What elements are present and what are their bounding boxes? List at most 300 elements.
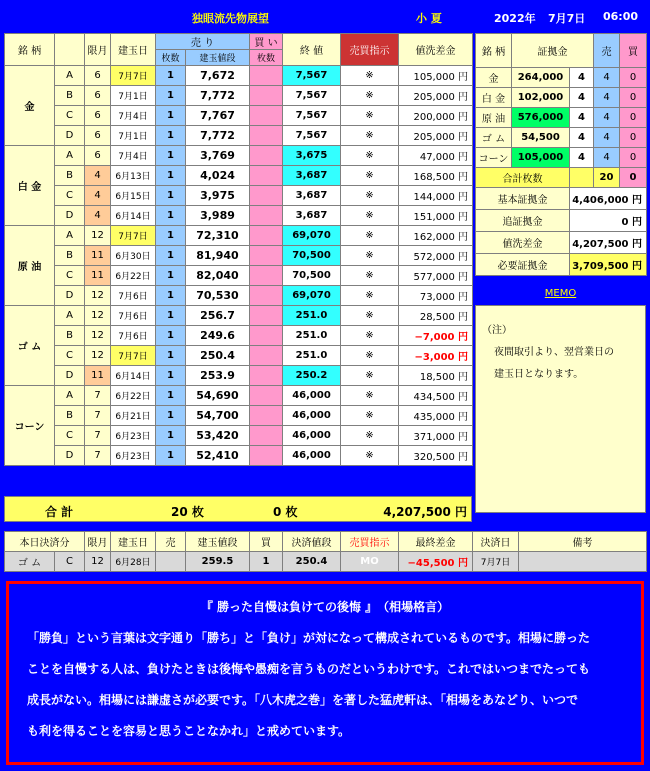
margin-brand: 金 xyxy=(476,68,512,88)
close-price: 251.0 xyxy=(283,346,341,366)
instruction: ※ xyxy=(341,326,399,346)
page-title: 独眼流先物展望 xyxy=(192,12,269,25)
instruction: ※ xyxy=(341,226,399,246)
contract-id: B xyxy=(55,326,85,346)
col-sell: 売 り xyxy=(156,34,250,50)
entry-date: 6月14日 xyxy=(111,366,156,386)
table-row xyxy=(5,326,473,346)
entry-date: 6月21日 xyxy=(111,406,156,426)
table-row xyxy=(5,166,473,186)
close-price: 250.2 xyxy=(283,366,341,386)
table-row xyxy=(5,426,473,446)
entry-price: 53,420 xyxy=(186,426,250,446)
st-col-price: 建玉値段 xyxy=(186,532,250,552)
table-row xyxy=(5,386,473,406)
count-buy: 0 xyxy=(620,168,647,188)
entry-date: 7月1日 xyxy=(111,86,156,106)
contract-id: C xyxy=(55,266,85,286)
contract-id: A xyxy=(55,146,85,166)
summary-value: 0 円 xyxy=(570,210,647,232)
sell-count: 1 xyxy=(156,186,186,206)
st-brand: ゴ ム xyxy=(5,552,55,572)
contract-id: A xyxy=(55,386,85,406)
col-close: 終 値 xyxy=(283,34,341,66)
margin-sell: 4 xyxy=(594,68,620,88)
entry-price: 7,767 xyxy=(186,106,250,126)
contract-id: B xyxy=(55,166,85,186)
diff-value: 162,000 円 xyxy=(399,226,473,246)
sell-count: 1 xyxy=(156,346,186,366)
count-sell: 20 xyxy=(594,168,620,188)
margin-value: 576,000 xyxy=(512,108,570,128)
buy-count xyxy=(250,286,283,306)
entry-price: 54,700 xyxy=(186,406,250,426)
margin-count: 4 xyxy=(570,128,594,148)
sell-count: 1 xyxy=(156,306,186,326)
sell-count: 1 xyxy=(156,206,186,226)
month: 12 xyxy=(85,326,111,346)
st-price: 259.5 xyxy=(186,552,250,572)
contract-id: C xyxy=(55,346,85,366)
instruction: ※ xyxy=(341,86,399,106)
time-label: 06:00 xyxy=(603,10,639,23)
proverb-title: 『 勝った自慢は負けての後悔 』 （相場格言） xyxy=(200,600,450,614)
diff-value: 47,000 円 xyxy=(399,146,473,166)
instruction: ※ xyxy=(341,206,399,226)
diff-value: 144,000 円 xyxy=(399,186,473,206)
entry-price: 253.9 xyxy=(186,366,250,386)
year-label: 2022年 xyxy=(494,12,536,25)
st-instruction: MO xyxy=(341,552,399,572)
buy-count xyxy=(250,106,283,126)
sell-count: 1 xyxy=(156,326,186,346)
margin-sell: 4 xyxy=(594,128,620,148)
month: 12 xyxy=(85,346,111,366)
margin-sell: 4 xyxy=(594,108,620,128)
diff-value: 434,500 円 xyxy=(399,386,473,406)
margin-sell: 4 xyxy=(594,88,620,108)
st-col-close: 決済値段 xyxy=(283,532,341,552)
entry-date: 7月1日 xyxy=(111,126,156,146)
season-label: 小 夏 xyxy=(416,12,442,25)
margin-brand: ゴ ム xyxy=(476,128,512,148)
close-price: 3,687 xyxy=(283,166,341,186)
instruction: ※ xyxy=(341,146,399,166)
sell-count: 1 xyxy=(156,86,186,106)
diff-value: 435,000 円 xyxy=(399,406,473,426)
month: 4 xyxy=(85,166,111,186)
summary-label: 値洗差金 xyxy=(476,232,570,254)
margin-row xyxy=(476,128,647,148)
entry-date: 6月22日 xyxy=(111,266,156,286)
margin-buy: 0 xyxy=(620,148,647,168)
st-col-month: 限月 xyxy=(85,532,111,552)
proverb-line: 成長がない。相場には謙虚さが必要です。「八木虎之巻」を著した猛虎軒は、「相場をあなどり、いつで xyxy=(27,693,579,707)
buy-count xyxy=(250,346,283,366)
contract-id: A xyxy=(55,226,85,246)
buy-count xyxy=(250,266,283,286)
diff-value: 105,000 円 xyxy=(399,66,473,86)
rp-col-margin: 証拠金 xyxy=(512,34,594,68)
entry-price: 249.6 xyxy=(186,326,250,346)
table-row xyxy=(5,346,473,366)
sell-count: 1 xyxy=(156,106,186,126)
st-col-buy: 買 xyxy=(250,532,283,552)
sell-count: 1 xyxy=(156,406,186,426)
positions-table xyxy=(4,33,473,466)
sell-count: 1 xyxy=(156,286,186,306)
memo-box xyxy=(475,305,646,513)
summary-label: 必要証拠金 xyxy=(476,254,570,276)
summary-value: 3,709,500 円 xyxy=(570,254,647,276)
diff-value: 28,500 円 xyxy=(399,306,473,326)
buy-count xyxy=(250,66,283,86)
entry-price: 82,040 xyxy=(186,266,250,286)
month: 11 xyxy=(85,246,111,266)
table-row xyxy=(5,186,473,206)
table-row xyxy=(5,146,473,166)
entry-price: 81,940 xyxy=(186,246,250,266)
diff-value: −7,000 円 xyxy=(399,326,473,346)
sell-count: 1 xyxy=(156,266,186,286)
buy-count xyxy=(250,426,283,446)
margin-brand: コーン xyxy=(476,148,512,168)
st-close: 250.4 xyxy=(283,552,341,572)
st-diff: −45,500 円 xyxy=(399,552,473,572)
month: 12 xyxy=(85,226,111,246)
month: 6 xyxy=(85,86,111,106)
rp-col-buy: 買 xyxy=(620,34,647,68)
st-col-instruction: 売買指示 xyxy=(341,532,399,552)
buy-count xyxy=(250,206,283,226)
summary-row xyxy=(476,210,647,232)
instruction: ※ xyxy=(341,166,399,186)
st-sub: C xyxy=(55,552,85,572)
table-row xyxy=(5,246,473,266)
st-col-date: 建玉日 xyxy=(111,532,156,552)
col-sub xyxy=(55,34,85,66)
margin-value: 105,000 xyxy=(512,148,570,168)
instruction: ※ xyxy=(341,386,399,406)
instruction: ※ xyxy=(341,106,399,126)
table-row xyxy=(5,86,473,106)
margin-brand: 白 金 xyxy=(476,88,512,108)
close-price: 46,000 xyxy=(283,426,341,446)
summary-value: 4,207,500 円 xyxy=(570,232,647,254)
st-col-today: 本日決済分 xyxy=(5,532,85,552)
brand-name: 原 油 xyxy=(5,226,55,306)
st-col-settle-date: 決済日 xyxy=(473,532,519,552)
sell-count: 1 xyxy=(156,366,186,386)
margin-table xyxy=(475,33,647,276)
close-price: 3,687 xyxy=(283,206,341,226)
sell-count: 1 xyxy=(156,386,186,406)
close-price: 70,500 xyxy=(283,246,341,266)
diff-value: −3,000 円 xyxy=(399,346,473,366)
diff-value: 371,000 円 xyxy=(399,426,473,446)
month: 7 xyxy=(85,446,111,466)
contract-id: D xyxy=(55,206,85,226)
entry-price: 7,772 xyxy=(186,126,250,146)
st-month: 12 xyxy=(85,552,111,572)
sell-count: 1 xyxy=(156,446,186,466)
month: 4 xyxy=(85,186,111,206)
buy-count xyxy=(250,386,283,406)
month: 11 xyxy=(85,366,111,386)
memo-title: MEMO xyxy=(475,288,646,305)
buy-count xyxy=(250,326,283,346)
entry-date: 6月13日 xyxy=(111,166,156,186)
entry-price: 256.7 xyxy=(186,306,250,326)
contract-id: B xyxy=(55,246,85,266)
proverb-line: ことを自慢する人は、負けたときは後悔や愚痴を言うものだというわけです。これではいつまでたっても xyxy=(27,662,591,676)
contract-id: A xyxy=(55,66,85,86)
summary-row xyxy=(476,188,647,210)
instruction: ※ xyxy=(341,266,399,286)
sell-count: 1 xyxy=(156,246,186,266)
col-buy: 買 い xyxy=(250,34,283,50)
sell-count: 1 xyxy=(156,126,186,146)
st-buy: 1 xyxy=(250,552,283,572)
buy-count xyxy=(250,86,283,106)
entry-date: 7月4日 xyxy=(111,106,156,126)
margin-brand: 原 油 xyxy=(476,108,512,128)
month: 11 xyxy=(85,266,111,286)
contract-id: C xyxy=(55,426,85,446)
close-price: 70,500 xyxy=(283,266,341,286)
table-row xyxy=(5,226,473,246)
instruction: ※ xyxy=(341,126,399,146)
entry-date: 7月6日 xyxy=(111,286,156,306)
brand-name: 白 金 xyxy=(5,146,55,226)
st-date: 6月28日 xyxy=(111,552,156,572)
entry-date: 7月6日 xyxy=(111,306,156,326)
col-sell-count: 枚数 xyxy=(156,50,186,66)
diff-value: 168,500 円 xyxy=(399,166,473,186)
brand-name: ゴ ム xyxy=(5,306,55,386)
proverb-box xyxy=(6,581,644,765)
entry-date: 6月15日 xyxy=(111,186,156,206)
settled-table xyxy=(4,531,647,572)
brand-name: 金 xyxy=(5,66,55,146)
count-label: 合計枚数 xyxy=(476,168,570,188)
instruction: ※ xyxy=(341,406,399,426)
memo-line: （注） xyxy=(482,325,512,336)
month: 6 xyxy=(85,66,111,86)
table-row xyxy=(5,446,473,466)
entry-date: 7月6日 xyxy=(111,326,156,346)
diff-value: 151,000 円 xyxy=(399,206,473,226)
entry-date: 6月22日 xyxy=(111,386,156,406)
st-note xyxy=(519,552,647,572)
diff-value: 200,000 円 xyxy=(399,106,473,126)
col-buy-count: 枚数 xyxy=(250,50,283,66)
margin-count: 4 xyxy=(570,68,594,88)
instruction: ※ xyxy=(341,246,399,266)
sell-count: 1 xyxy=(156,226,186,246)
diff-value: 577,000 円 xyxy=(399,266,473,286)
buy-count xyxy=(250,406,283,426)
buy-count xyxy=(250,306,283,326)
memo-line: 建玉日となります。 xyxy=(494,369,584,380)
close-price: 46,000 xyxy=(283,386,341,406)
margin-buy: 0 xyxy=(620,88,647,108)
instruction: ※ xyxy=(341,366,399,386)
col-date: 建玉日 xyxy=(111,34,156,66)
close-price: 3,687 xyxy=(283,186,341,206)
buy-count xyxy=(250,226,283,246)
col-brand: 銘 柄 xyxy=(5,34,55,66)
month: 7 xyxy=(85,406,111,426)
instruction: ※ xyxy=(341,66,399,86)
summary-row xyxy=(476,232,647,254)
entry-price: 72,310 xyxy=(186,226,250,246)
month: 6 xyxy=(85,106,111,126)
diff-value: 572,000 円 xyxy=(399,246,473,266)
diff-value: 73,000 円 xyxy=(399,286,473,306)
month: 7 xyxy=(85,426,111,446)
total-bar xyxy=(4,496,472,522)
contract-id: C xyxy=(55,186,85,206)
sell-count: 1 xyxy=(156,426,186,446)
margin-row xyxy=(476,108,647,128)
month: 12 xyxy=(85,306,111,326)
close-price: 3,675 xyxy=(283,146,341,166)
diff-value: 320,500 円 xyxy=(399,446,473,466)
total-label: 合 計 xyxy=(45,505,74,519)
margin-buy: 0 xyxy=(620,68,647,88)
summary-label: 基本証拠金 xyxy=(476,188,570,210)
margin-buy: 0 xyxy=(620,108,647,128)
entry-date: 6月14日 xyxy=(111,206,156,226)
margin-row xyxy=(476,88,647,108)
entry-date: 7月7日 xyxy=(111,346,156,366)
table-row xyxy=(5,286,473,306)
month: 6 xyxy=(85,146,111,166)
table-row xyxy=(5,266,473,286)
close-price: 69,070 xyxy=(283,286,341,306)
contract-id: B xyxy=(55,406,85,426)
proverb-line: も利を得ることを容易と思うことなかれ」と戒めています。 xyxy=(27,724,351,738)
count-spacer xyxy=(570,168,594,188)
instruction: ※ xyxy=(341,446,399,466)
buy-count xyxy=(250,166,283,186)
rp-col-sell: 売 xyxy=(594,34,620,68)
st-col-sell: 売 xyxy=(156,532,186,552)
margin-buy: 0 xyxy=(620,128,647,148)
contract-id: B xyxy=(55,86,85,106)
count-row xyxy=(476,168,647,188)
memo-line: 夜間取引より、翌営業日の xyxy=(494,347,614,358)
instruction: ※ xyxy=(341,286,399,306)
sell-count: 1 xyxy=(156,166,186,186)
entry-date: 6月23日 xyxy=(111,446,156,466)
col-diff: 値洗差金 xyxy=(399,34,473,66)
st-col-note: 備考 xyxy=(519,532,647,552)
close-price: 46,000 xyxy=(283,446,341,466)
sell-count: 1 xyxy=(156,66,186,86)
contract-id: A xyxy=(55,306,85,326)
summary-label: 追証拠金 xyxy=(476,210,570,232)
instruction: ※ xyxy=(341,306,399,326)
st-settle-date: 7月7日 xyxy=(473,552,519,572)
entry-price: 250.4 xyxy=(186,346,250,366)
contract-id: C xyxy=(55,106,85,126)
month: 4 xyxy=(85,206,111,226)
summary-value: 4,406,000 円 xyxy=(570,188,647,210)
entry-date: 7月7日 xyxy=(111,66,156,86)
entry-price: 3,769 xyxy=(186,146,250,166)
st-col-diff: 最終差金 xyxy=(399,532,473,552)
total-sell: 20 枚 xyxy=(171,505,204,519)
close-price: 251.0 xyxy=(283,306,341,326)
buy-count xyxy=(250,186,283,206)
month: 12 xyxy=(85,286,111,306)
entry-date: 6月30日 xyxy=(111,246,156,266)
month: 6 xyxy=(85,126,111,146)
col-sell-price: 建玉値段 xyxy=(186,50,250,66)
entry-price: 3,975 xyxy=(186,186,250,206)
buy-count xyxy=(250,246,283,266)
margin-row xyxy=(476,68,647,88)
close-price: 46,000 xyxy=(283,406,341,426)
close-price: 7,567 xyxy=(283,66,341,86)
table-row xyxy=(5,66,473,86)
rp-col-brand: 銘 柄 xyxy=(476,34,512,68)
entry-price: 7,672 xyxy=(186,66,250,86)
margin-row xyxy=(476,148,647,168)
margin-count: 4 xyxy=(570,108,594,128)
entry-price: 52,410 xyxy=(186,446,250,466)
table-row xyxy=(5,126,473,146)
instruction: ※ xyxy=(341,186,399,206)
margin-count: 4 xyxy=(570,148,594,168)
sell-count: 1 xyxy=(156,146,186,166)
margin-value: 54,500 xyxy=(512,128,570,148)
entry-date: 7月4日 xyxy=(111,146,156,166)
close-price: 7,567 xyxy=(283,126,341,146)
entry-price: 7,772 xyxy=(186,86,250,106)
st-sell xyxy=(156,552,186,572)
summary-row xyxy=(476,254,647,276)
diff-value: 205,000 円 xyxy=(399,126,473,146)
buy-count xyxy=(250,126,283,146)
entry-price: 54,690 xyxy=(186,386,250,406)
margin-value: 264,000 xyxy=(512,68,570,88)
instruction: ※ xyxy=(341,346,399,366)
close-price: 251.0 xyxy=(283,326,341,346)
entry-price: 4,024 xyxy=(186,166,250,186)
table-row xyxy=(5,106,473,126)
entry-price: 70,530 xyxy=(186,286,250,306)
total-buy: 0 枚 xyxy=(273,505,298,519)
contract-id: D xyxy=(55,366,85,386)
margin-count: 4 xyxy=(570,88,594,108)
buy-count xyxy=(250,366,283,386)
contract-id: D xyxy=(55,446,85,466)
buy-count xyxy=(250,146,283,166)
close-price: 7,567 xyxy=(283,86,341,106)
total-value: 4,207,500 円 xyxy=(383,505,467,519)
instruction: ※ xyxy=(341,426,399,446)
close-price: 7,567 xyxy=(283,106,341,126)
col-instruction: 売買指示 xyxy=(341,34,399,66)
contract-id: D xyxy=(55,286,85,306)
margin-value: 102,000 xyxy=(512,88,570,108)
entry-date: 7月7日 xyxy=(111,226,156,246)
close-price: 69,070 xyxy=(283,226,341,246)
table-row xyxy=(5,306,473,326)
